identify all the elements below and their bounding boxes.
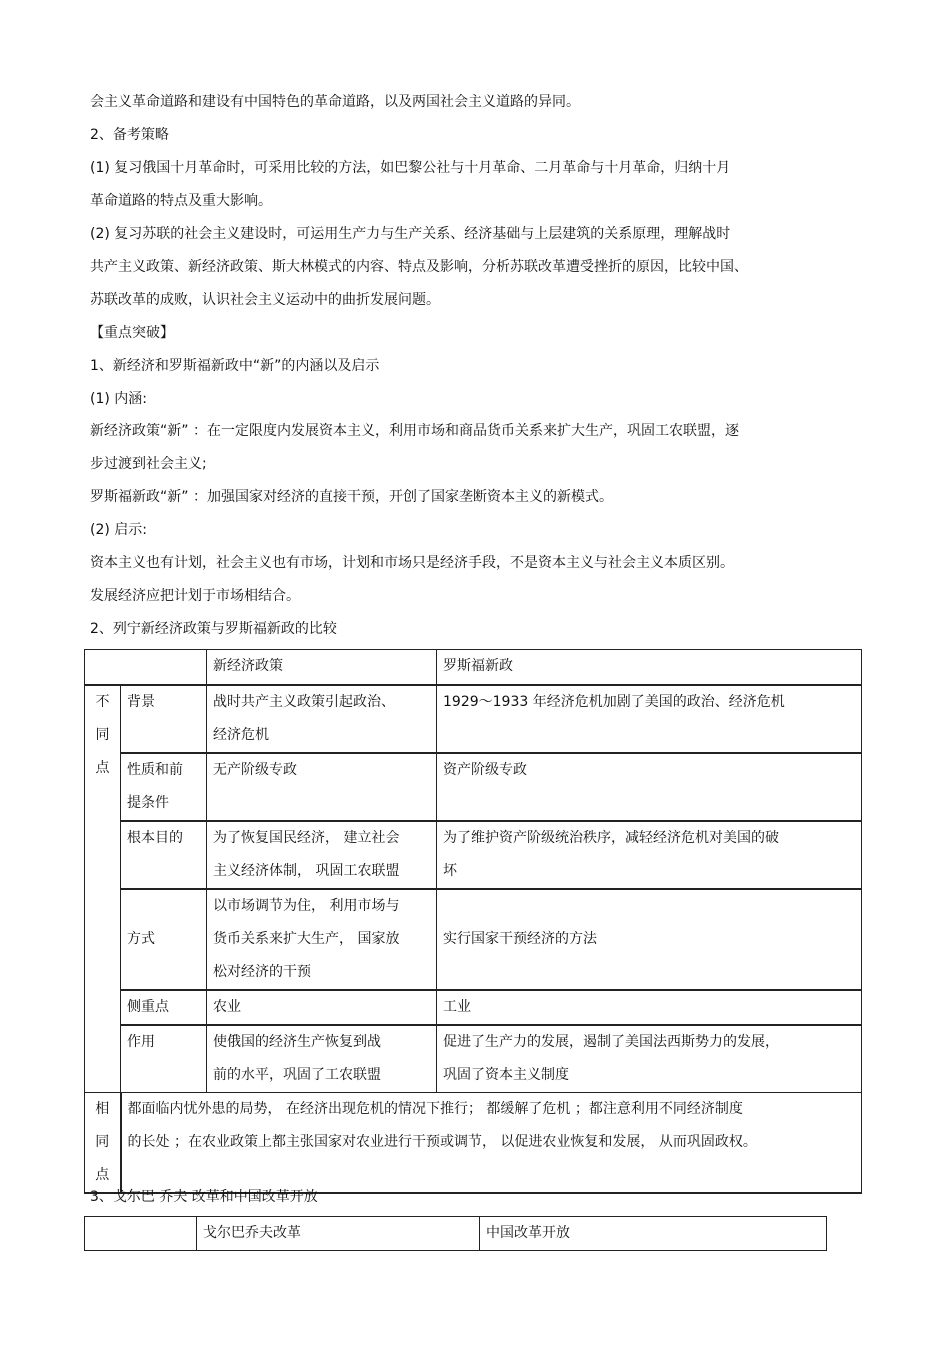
strategy-p2-line1: (2) 复习苏联的社会主义建设时，可运用生产力与生产关系、经济基础与上层建筑的关系原理，理解战时 [90,226,731,242]
differences-label [85,685,121,1093]
strategy-heading: 2、备考策略 [90,127,169,143]
reform-comparison-table [84,1216,827,1251]
row-label-purpose: 根本目的 [121,821,207,889]
row-label-method: 方式 [121,889,207,990]
nep-method: 以市场调节为住， 利用市场与 货币关系来扩大生产， 国家放 松对经济的干预 [207,889,437,990]
sim-char: 点 [95,1166,110,1183]
comparison-table [84,649,862,1194]
section2-title: 2、列宁新经济政策与罗斯福新政的比较 [90,621,337,637]
nep-nature: 无产阶级专政 [207,753,437,821]
section1-point2: (2) 启示: [90,522,147,538]
similarities-text: 都面临内忧外患的局势， 在经济出现危机的情况下推行； 都缓解了危机 ；都注意利用不同经济制度 的长处 ；在农业政策上都主张国家对农业进行干预或调节， 以促进农业恢复和发展， 从而巩固政权。 [121,1092,862,1193]
header-china-reform: 中国改革开放 [480,1217,827,1251]
sim-char: 相 [95,1100,110,1117]
row-label-nature: 性质和前 提条件 [121,753,207,821]
strategy-p2-line2: 共产主义政策、新经济政策、斯大林模式的内容、特点及影响，分析苏联改革遭受挫折的原因，比较中国、 [90,259,748,275]
insight-line1: 资本主义也有计划，社会主义也有市场，计划和市场只是经济手段，不是资本主义与社会主义本质区别。 [90,555,734,571]
insight-line2: 发展经济应把计划于市场相结合。 [90,588,300,604]
row-label-background: 背景 [121,685,207,753]
new-deal-meaning: 罗斯福新政“新” ：加强国家对经济的直接干预，开创了国家垄断资本主义的新模式。 [90,489,613,505]
row-label-focus: 侧重点 [121,990,207,1025]
header-gorbachev: 戈尔巴乔夫改革 [197,1217,480,1251]
nep-meaning-line1: 新经济政策“新” ：在一定限度内发展资本主义，利用市场和商品货币关系来扩大生产，巩固工农联盟，逐 [90,423,739,439]
row-label-effect: 作用 [121,1025,207,1093]
diff-char: 点 [95,759,110,776]
nep-purpose: 为了恢复国民经济， 建立社会 主义经济体制， 巩固工农联盟 [207,821,437,889]
new-deal-purpose: 为了维护资产阶级统治秩序，减轻经济危机对美国的破 坏 [437,821,862,889]
strategy-p1-line1: (1) 复习俄国十月革命时，可采用比较的方法，如巴黎公社与十月革命、二月革命与十月革命，归纳十月 [90,160,731,176]
nep-focus: 农业 [207,990,437,1025]
diff-char: 同 [95,726,110,743]
similarities-label [85,1092,121,1193]
table2-corner [85,1217,197,1251]
strategy-p2-line3: 苏联改革的成败，认识社会主义运动中的曲折发展问题。 [90,292,440,308]
intro-line: 会主义革命道路和建设有中国特色的革命道路，以及两国社会主义道路的异同。 [90,94,580,110]
section3-title: 3、戈尔巴 乔夫 改革和中国改革开放 [90,1189,318,1205]
header-new-deal: 罗斯福新政 [437,650,862,685]
new-deal-nature: 资产阶级专政 [437,753,862,821]
section1-point1: (1) 内涵: [90,391,147,407]
nep-background: 战时共产主义政策引起政治、 经济危机 [207,685,437,753]
new-deal-method: 实行国家干预经济的方法 [437,889,862,990]
new-deal-background: 1929～1933 年经济危机加剧了美国的政治、经济危机 [437,685,862,753]
nep-meaning-line2: 步过渡到社会主义; [90,456,207,472]
nep-effect: 使俄国的经济生产恢复到战 前的水平，巩固了工农联盟 [207,1025,437,1093]
key-heading: 【重点突破】 [90,325,174,341]
section1-title: 1、新经济和罗斯福新政中“新”的内涵以及启示 [90,358,380,374]
header-nep: 新经济政策 [207,650,437,685]
diff-char: 不 [95,693,110,710]
sim-char: 同 [95,1133,110,1150]
table-corner [85,650,207,685]
new-deal-focus: 工业 [437,990,862,1025]
strategy-p1-line2: 革命道路的特点及重大影响。 [90,193,272,209]
new-deal-effect: 促进了生产力的发展，遏制了美国法西斯势力的发展， 巩固了资本主义制度 [437,1025,862,1093]
